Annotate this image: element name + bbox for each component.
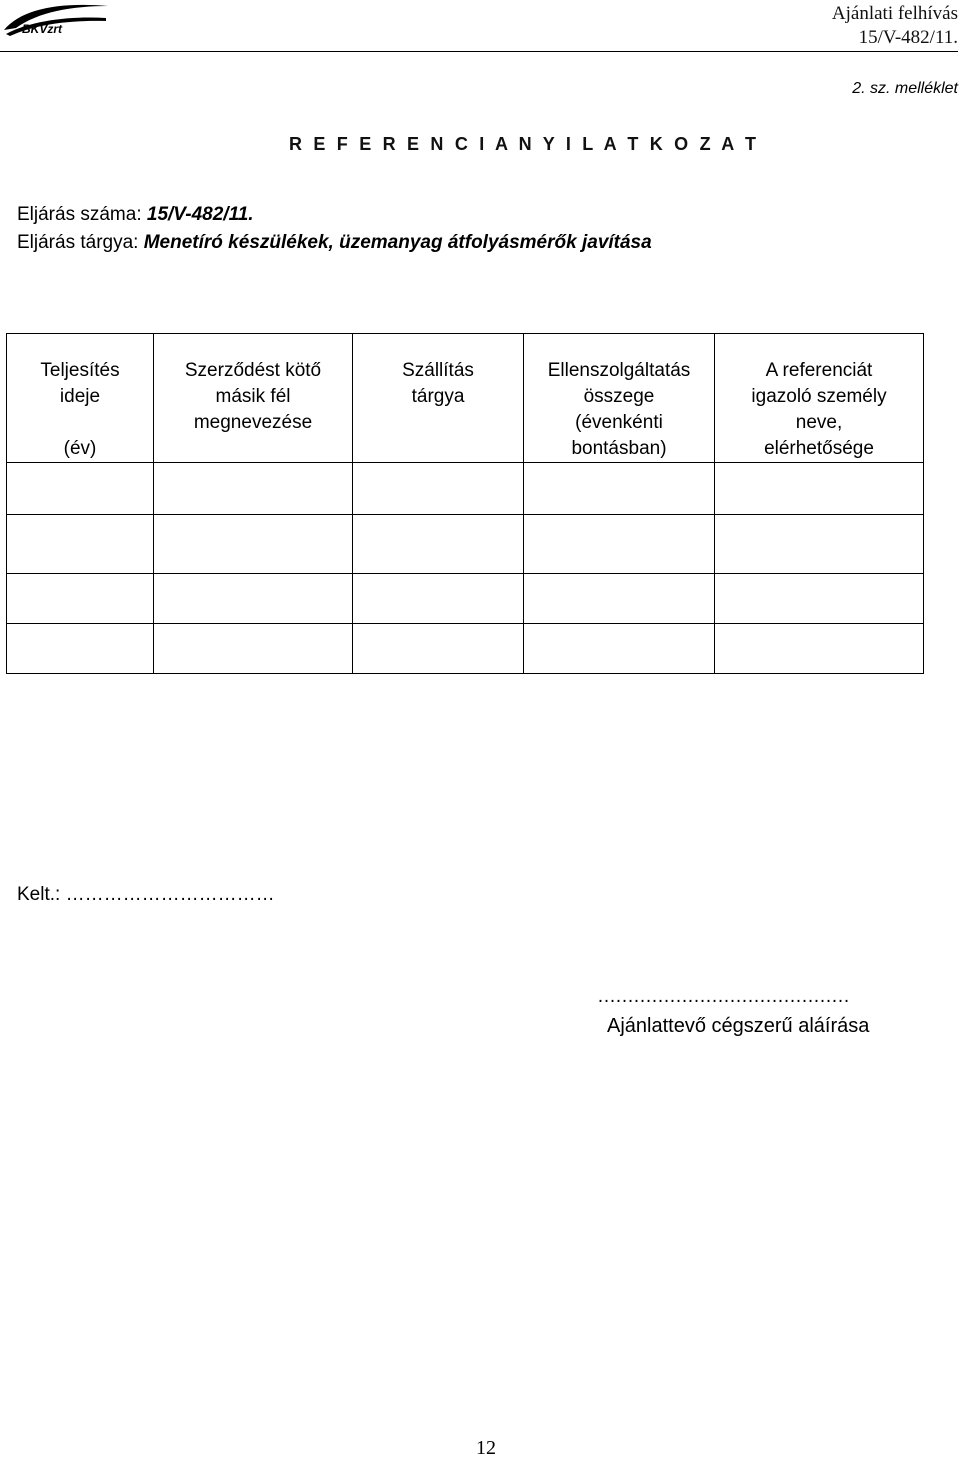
table-cell[interactable] bbox=[524, 515, 715, 574]
doc-number: 15/V-482/11. bbox=[858, 27, 958, 48]
doc-title: Ajánlati felhívás bbox=[831, 3, 958, 24]
page-number: 12 bbox=[476, 1437, 496, 1459]
table-cell[interactable] bbox=[154, 574, 353, 624]
table-row bbox=[7, 574, 924, 624]
procedure-number-value: 15/V-482/11. bbox=[146, 204, 254, 225]
table-cell[interactable] bbox=[715, 574, 924, 624]
document-header bbox=[832, 2, 958, 50]
signature-line: …………………………………… bbox=[597, 986, 849, 1007]
column-header-delivery-subject: Szállítás tárgya bbox=[353, 334, 524, 463]
column-header-consideration-amount: Ellenszolgáltatás összege (évenkénti bontásban) bbox=[524, 334, 715, 463]
table-cell[interactable] bbox=[7, 515, 154, 574]
procedure-subject-label: Eljárás tárgya: bbox=[17, 232, 139, 253]
procedure-number bbox=[17, 204, 254, 226]
annex-label: 2. sz. melléklet bbox=[852, 80, 958, 97]
table-cell[interactable] bbox=[7, 463, 154, 515]
table-cell[interactable] bbox=[353, 574, 524, 624]
date-place-line: Kelt.: …………………………… bbox=[17, 884, 275, 905]
reference-table bbox=[6, 333, 924, 674]
table-header-row bbox=[7, 334, 924, 463]
column-header-reference-contact: A referenciát igazoló személy neve, elérhetősége bbox=[715, 334, 924, 463]
procedure-subject-value: Menetíró készülékek, üzemanyag átfolyásmérők javítása bbox=[143, 232, 652, 253]
signature-label: Ajánlattevő cégszerű aláírása bbox=[607, 1015, 870, 1037]
table-cell[interactable] bbox=[154, 624, 353, 674]
table-cell[interactable] bbox=[524, 624, 715, 674]
table-row bbox=[7, 515, 924, 574]
procedure-number-label: Eljárás száma: bbox=[17, 204, 142, 225]
logo-text: BKVzrt bbox=[22, 22, 63, 36]
table-cell[interactable] bbox=[7, 574, 154, 624]
table-row bbox=[7, 624, 924, 674]
table-cell[interactable] bbox=[524, 574, 715, 624]
table-cell[interactable] bbox=[154, 463, 353, 515]
table-cell[interactable] bbox=[7, 624, 154, 674]
table-cell[interactable] bbox=[715, 624, 924, 674]
document-title: R E F E R E N C I A N Y I L A T K O Z A T bbox=[289, 134, 760, 154]
header-divider bbox=[0, 51, 958, 52]
column-header-contracting-party: Szerződést kötő másik fél megnevezése bbox=[154, 334, 353, 463]
table-cell[interactable] bbox=[353, 624, 524, 674]
table-cell[interactable] bbox=[154, 515, 353, 574]
table-cell[interactable] bbox=[353, 515, 524, 574]
table-cell[interactable] bbox=[715, 515, 924, 574]
table-cell[interactable] bbox=[353, 463, 524, 515]
column-header-completion-date: Teljesítés ideje (év) bbox=[7, 334, 154, 463]
bkv-logo bbox=[2, 0, 110, 40]
table-cell[interactable] bbox=[715, 463, 924, 515]
procedure-subject bbox=[17, 232, 652, 254]
table-cell[interactable] bbox=[524, 463, 715, 515]
table-row bbox=[7, 463, 924, 515]
